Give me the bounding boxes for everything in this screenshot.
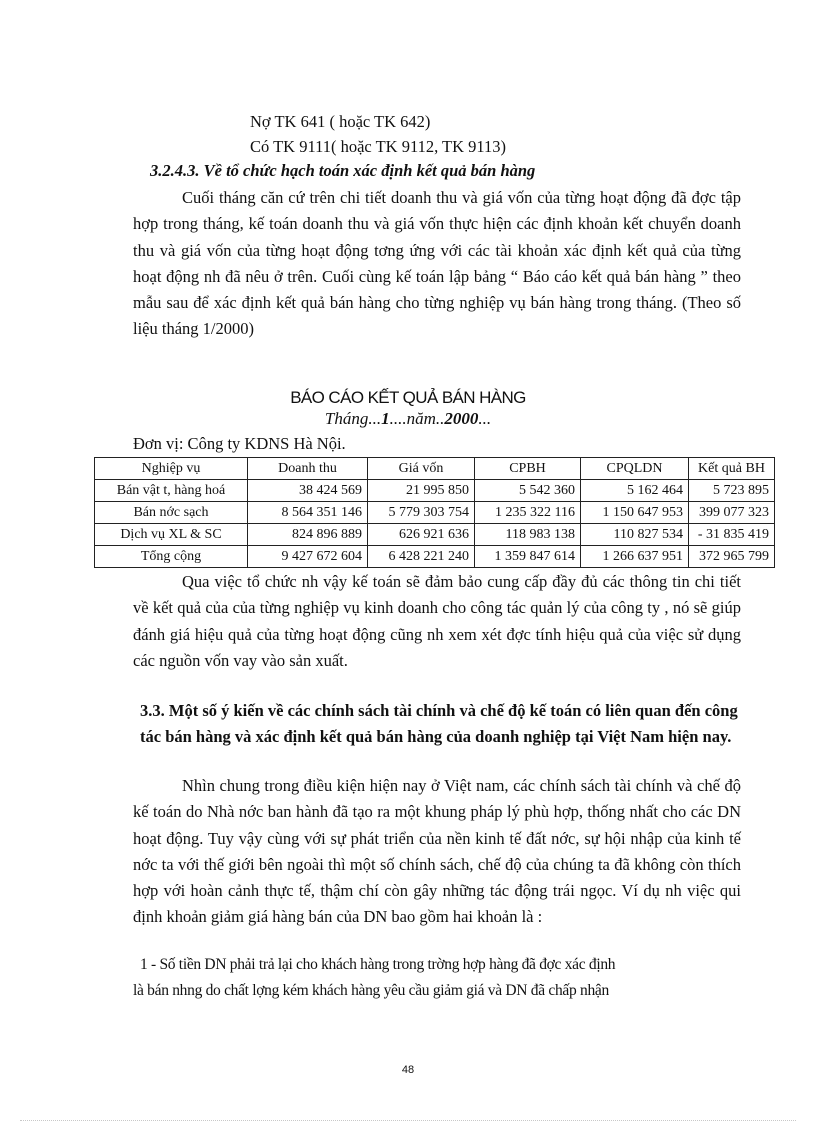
list-item-line: 1 - Số tiền DN phải trả lại cho khách hàng trong trờng hợp hàng đã đợc xác định bbox=[140, 956, 616, 973]
section-heading: 3.3. Một số ý kiến về các chính sách tài chính và chế độ kế toán có liên quan đến công tác bán hàng và xác định kết quả bán hàng của doanh nghiệp tại Việt Nam hiện nay. bbox=[140, 701, 738, 746]
header-cell: Kết quả BH bbox=[689, 458, 775, 480]
credit-account-line: Có TK 9111( hoặc TK 9112, TK 9113) bbox=[250, 137, 507, 156]
table-cell: Bán vật t, hàng hoá bbox=[95, 480, 248, 502]
table-cell: Tổng cộng bbox=[95, 546, 248, 568]
sales-result-table bbox=[94, 457, 775, 568]
page-divider bbox=[20, 1120, 796, 1121]
report-period: Tháng...1....năm..2000... bbox=[324, 409, 492, 428]
table-header-row bbox=[95, 458, 775, 480]
table-cell: 8 564 351 146 bbox=[248, 502, 368, 524]
table-cell: 5 723 895 bbox=[689, 480, 775, 502]
paragraph-summary: Qua việc tổ chức nh vậy kế toán sẽ đảm bảo cung cấp đầy đủ các thông tin chi tiết về kết quả của của từng nghiệp vụ kinh doanh cho công tác quản lý của công ty , nó sẽ giúp đánh giá hiệu quả của từng hoạt động cũng nh xem xét đợc tính hiệu quả của việc sử dụng các nguồn vốn vay vào sản xuất. bbox=[133, 572, 741, 670]
table-cell: 5 542 360 bbox=[475, 480, 581, 502]
table-cell: 5 779 303 754 bbox=[368, 502, 475, 524]
header-cell: CPBH bbox=[475, 458, 581, 480]
table-cell: 118 983 138 bbox=[475, 524, 581, 546]
table-row bbox=[95, 524, 775, 546]
list-item-line: là bán nhng do chất lợng kém khách hàng yêu cầu giảm giá và DN đã chấp nhận bbox=[133, 982, 609, 999]
table-cell: 38 424 569 bbox=[248, 480, 368, 502]
header-cell: Giá vốn bbox=[368, 458, 475, 480]
table-row bbox=[95, 480, 775, 502]
table-cell: 626 921 636 bbox=[368, 524, 475, 546]
report-title: BÁO CÁO KẾT QUẢ BÁN HÀNG bbox=[290, 388, 526, 407]
paragraph-context: Nhìn chung trong điều kiện hiện nay ở Việt nam, các chính sách tài chính và chế độ kế toán do Nhà nớc ban hành đã tạo ra một khung pháp lý phù hợp, thống nhất cho các DN hoạt động. Tuy vậy cùng với sự phát triển của nền kinh tế đất nớc, sự hội nhập của kinh tế nớc ta với thế giới bên ngoài thì một số chính sách, chế độ của chúng ta đã không còn thích hợp với hoàn cảnh thực tế, thậm chí còn gây những tác động trái ngọc. Ví dụ nh việc qui định khoản giảm giá hàng bán của DN bao gồm hai khoản là : bbox=[133, 776, 741, 927]
table-cell: Bán nớc sạch bbox=[95, 502, 248, 524]
table-cell: 1 235 322 116 bbox=[475, 502, 581, 524]
page-number: 48 bbox=[401, 1064, 415, 1076]
header-cell: CPQLDN bbox=[581, 458, 689, 480]
table-cell: Dịch vụ XL & SC bbox=[95, 524, 248, 546]
table-cell: 1 150 647 953 bbox=[581, 502, 689, 524]
header-cell: Doanh thu bbox=[248, 458, 368, 480]
table-cell: 110 827 534 bbox=[581, 524, 689, 546]
header-cell: Nghiệp vụ bbox=[95, 458, 248, 480]
table-cell: 399 077 323 bbox=[689, 502, 775, 524]
table-cell: 9 427 672 604 bbox=[248, 546, 368, 568]
table-cell: - 31 835 419 bbox=[689, 524, 775, 546]
subsection-heading: 3.2.4.3. Về tổ chức hạch toán xác định kết quả bán hàng bbox=[150, 161, 536, 180]
table-cell: 1 266 637 951 bbox=[581, 546, 689, 568]
report-unit: Đơn vị: Công ty KDNS Hà Nội. bbox=[133, 434, 346, 453]
table-cell: 1 359 847 614 bbox=[475, 546, 581, 568]
table-cell: 824 896 889 bbox=[248, 524, 368, 546]
table-row bbox=[95, 502, 775, 524]
table-cell: 6 428 221 240 bbox=[368, 546, 475, 568]
paragraph-intro: Cuối tháng căn cứ trên chi tiết doanh thu và giá vốn của từng hoạt động đã đợc tập hợp trong tháng, kế toán doanh thu và giá vốn thực hiện các định khoản kết chuyển doanh thu và giá vốn của từng hoạt động tơng ứng với các tài khoản xác định kết quả của từng hoạt động nh đã nêu ở trên. Cuối cùng kế toán lập bảng “ Báo cáo kết quả bán hàng ” theo mẫu sau để xác định kết quả bán hàng cho từng nghiệp vụ bán hàng trong tháng. (Theo số liệu tháng 1/2000) bbox=[133, 188, 741, 339]
table-cell: 5 162 464 bbox=[581, 480, 689, 502]
debit-account-line: Nợ TK 641 ( hoặc TK 642) bbox=[250, 112, 431, 131]
table-cell: 21 995 850 bbox=[368, 480, 475, 502]
table-total-row bbox=[95, 546, 775, 568]
table-cell: 372 965 799 bbox=[689, 546, 775, 568]
